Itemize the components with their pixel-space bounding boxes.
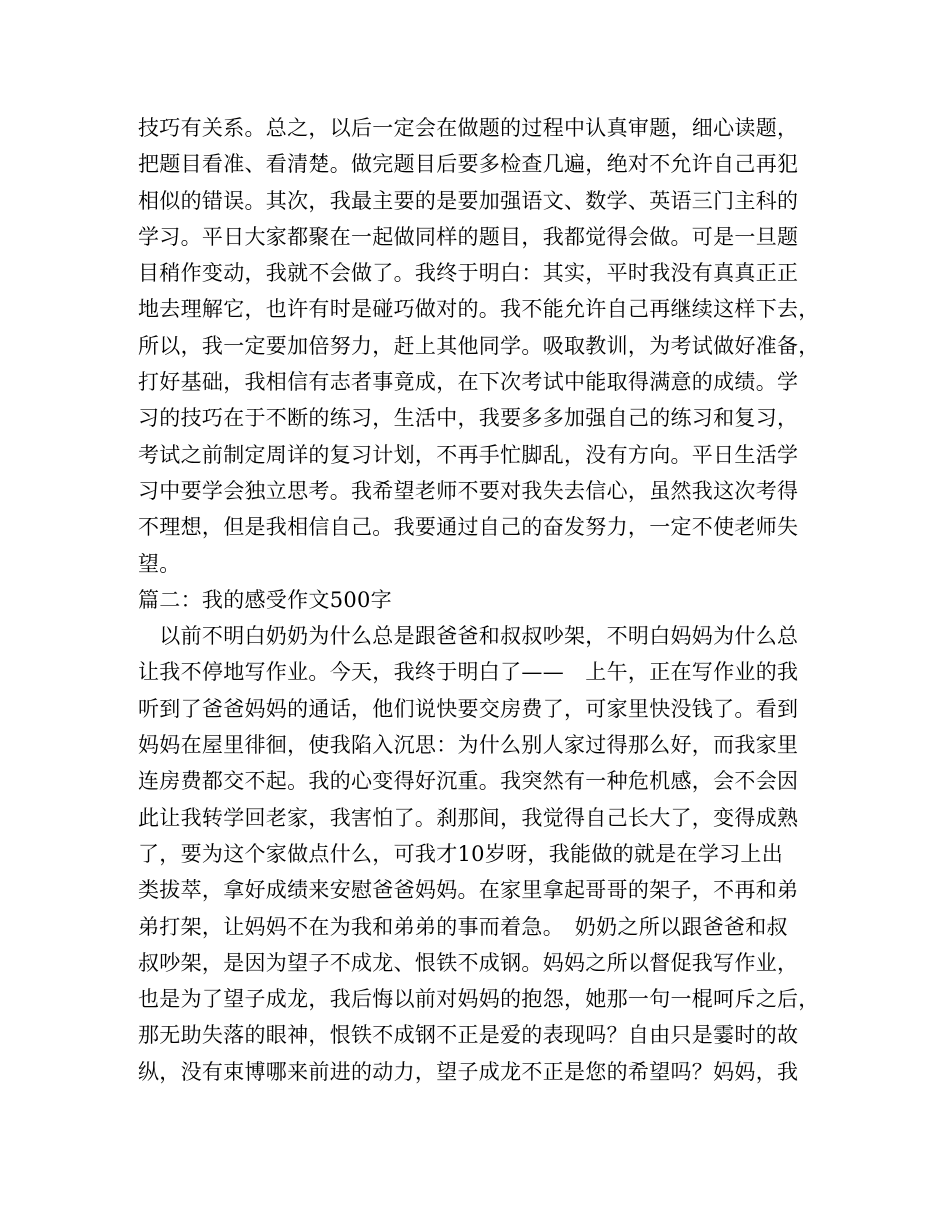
text-line: 也是为了望子成龙，我后悔以前对妈妈的抱怨，她那一句一棍呵斥之后，	[138, 987, 820, 1012]
text-line: 纵，没有束博哪来前进的动力，望子成龙不正是您的希望吗？妈妈，我	[138, 1059, 799, 1084]
text-line: 考试之前制定周详的复习计划，不再手忙脚乱，没有方向。平日生活学	[138, 442, 799, 467]
text-line: 把题目看准、看清楚。做完题目后要多检查几遍，绝对不允许自己再犯	[138, 152, 799, 177]
text-line: 目稍作变动，我就不会做了。我终于明白：其实，平时我没有真真正正	[138, 261, 799, 286]
text-line: 学习。平日大家都聚在一起做同样的题目，我都觉得会做。可是一旦题	[138, 224, 799, 249]
text-line: 听到了爸爸妈妈的通话，他们说快要交房费了，可家里快没钱了。看到	[138, 696, 799, 721]
section-heading: 篇二：我的感受作文500字	[138, 587, 392, 612]
text-line: 连房费都交不起。我的心变得好沉重。我突然有一种危机感，会不会因	[138, 769, 799, 794]
text-line: 了，要为这个家做点什么，可我才10岁呀，我能做的就是在学习上出	[138, 841, 784, 866]
text-line: 不理想，但是我相信自己。我要通过自己的奋发努力，一定不使老师失	[138, 515, 799, 540]
text-line: 相似的错误。其次，我最主要的是要加强语文、数学、英语三门主科的	[138, 188, 799, 213]
text-line: 此让我转学回老家，我害怕了。刹那间，我觉得自己长大了，变得成熟	[138, 805, 799, 830]
text-line: 地去理解它，也许有时是碰巧做对的。我不能允许自己再继续这样下去，	[138, 297, 820, 322]
text-line: 让我不停地写作业。今天，我终于明白了—— 上午，正在写作业的我	[138, 660, 799, 685]
text-line: 类拔萃，拿好成绩来安慰爸爸妈妈。在家里拿起哥哥的架子，不再和弟	[138, 878, 799, 903]
text-line: 以前不明白奶奶为什么总是跟爸爸和叔叔吵架，不明白妈妈为什么总	[138, 624, 799, 649]
body-text	[138, 110, 838, 1090]
text-line: 弟打架，让妈妈不在为我和弟弟的事而着急。 奶奶之所以跟爸爸和叔	[138, 914, 788, 939]
text-line: 打好基础，我相信有志者事竟成，在下次考试中能取得满意的成绩。学	[138, 370, 799, 395]
text-line: 所以，我一定要加倍努力，赶上其他同学。吸取教训，为考试做好准备，	[138, 333, 820, 358]
text-line: 叔吵架，是因为望子不成龙、恨铁不成钢。妈妈之所以督促我写作业，	[138, 950, 799, 975]
text-line: 妈妈在屋里徘徊，使我陷入沉思：为什么别人家过得那么好，而我家里	[138, 733, 799, 758]
text-line: 习中要学会独立思考。我希望老师不要对我失去信心，虽然我这次考得	[138, 478, 799, 503]
text-line: 习的技巧在于不断的练习，生活中，我要多多加强自己的练习和复习，	[138, 406, 799, 431]
text-line: 望。	[138, 551, 181, 576]
text-line: 那无助失落的眼神，恨铁不成钢不正是爱的表现吗？自由只是霎时的故	[138, 1023, 799, 1048]
text-line: 技巧有关系。总之，以后一定会在做题的过程中认真审题，细心读题，	[138, 116, 799, 140]
